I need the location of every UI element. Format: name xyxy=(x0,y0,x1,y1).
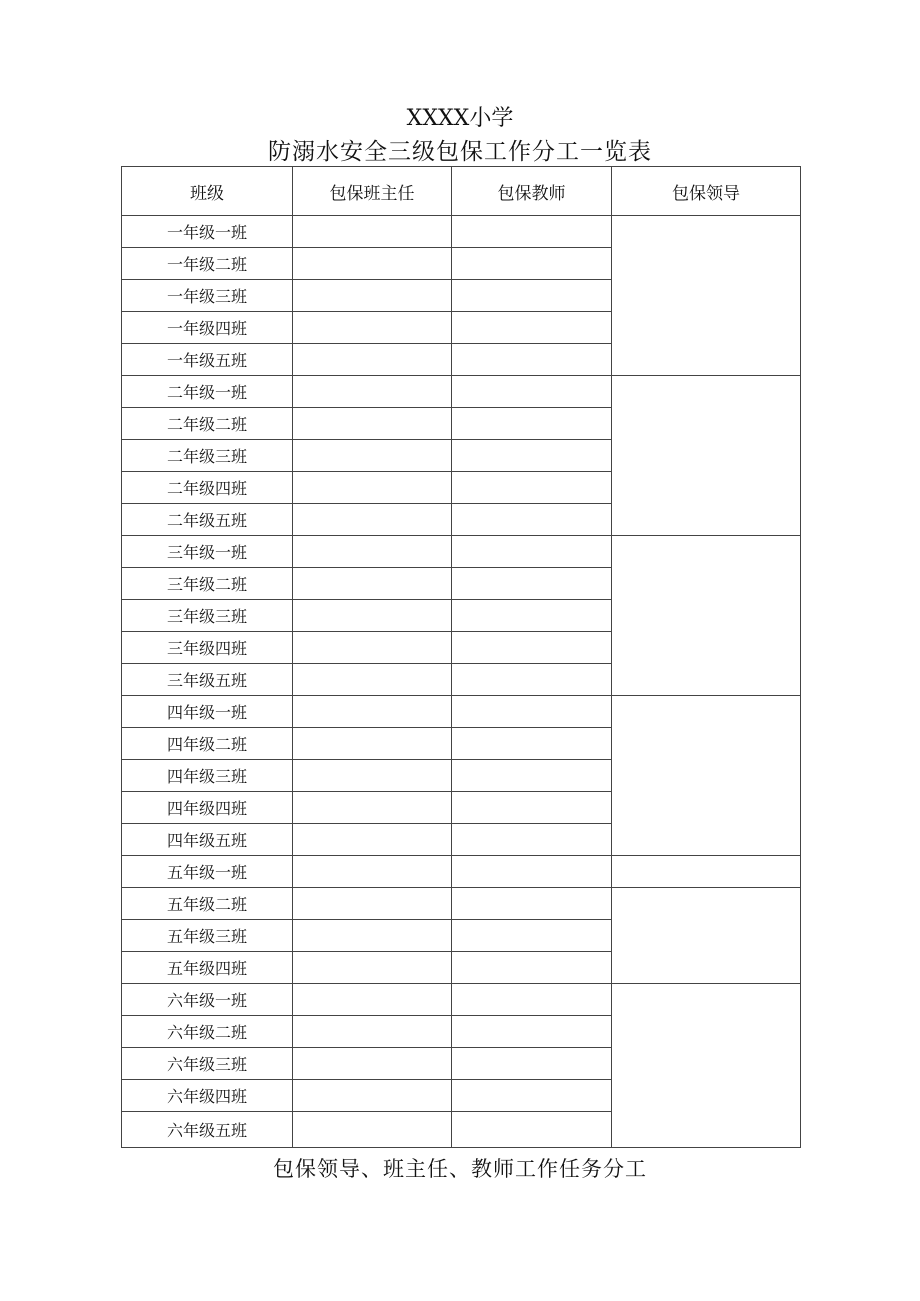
school-name: XXXX小学 xyxy=(406,106,514,131)
head-teacher-cell[interactable] xyxy=(293,824,452,856)
head-teacher-cell[interactable] xyxy=(293,280,452,312)
table-row xyxy=(122,536,801,568)
head-teacher-cell[interactable] xyxy=(293,760,452,792)
head-teacher-cell[interactable] xyxy=(293,984,452,1016)
teacher-cell[interactable] xyxy=(452,312,612,344)
column-header-class: 班级 xyxy=(122,167,293,216)
class-name-cell: 二年级二班 xyxy=(122,408,293,440)
class-name-cell: 一年级四班 xyxy=(122,312,293,344)
table-row xyxy=(122,888,801,920)
head-teacher-cell[interactable] xyxy=(293,696,452,728)
class-name-cell: 五年级四班 xyxy=(122,952,293,984)
class-name-cell: 六年级一班 xyxy=(122,984,293,1016)
head-teacher-cell[interactable] xyxy=(293,1016,452,1048)
teacher-cell[interactable] xyxy=(452,632,612,664)
table-row xyxy=(122,216,801,248)
teacher-cell[interactable] xyxy=(452,376,612,408)
head-teacher-cell[interactable] xyxy=(293,1112,452,1148)
head-teacher-cell[interactable] xyxy=(293,248,452,280)
table-body xyxy=(122,216,801,1148)
head-teacher-cell[interactable] xyxy=(293,440,452,472)
head-teacher-cell[interactable] xyxy=(293,536,452,568)
class-name-cell: 一年级二班 xyxy=(122,248,293,280)
head-teacher-cell[interactable] xyxy=(293,600,452,632)
head-teacher-cell[interactable] xyxy=(293,952,452,984)
table-row xyxy=(122,696,801,728)
class-name-cell: 四年级四班 xyxy=(122,792,293,824)
class-name-cell: 二年级四班 xyxy=(122,472,293,504)
teacher-cell[interactable] xyxy=(452,952,612,984)
table-row xyxy=(122,984,801,1016)
class-name-cell: 四年级二班 xyxy=(122,728,293,760)
teacher-cell[interactable] xyxy=(452,824,612,856)
class-name-cell: 五年级三班 xyxy=(122,920,293,952)
teacher-cell[interactable] xyxy=(452,440,612,472)
leader-cell[interactable] xyxy=(612,888,801,984)
leader-cell[interactable] xyxy=(612,856,801,888)
class-name-cell: 四年级一班 xyxy=(122,696,293,728)
table-row xyxy=(122,376,801,408)
teacher-cell[interactable] xyxy=(452,1112,612,1148)
class-name-cell: 二年级五班 xyxy=(122,504,293,536)
head-teacher-cell[interactable] xyxy=(293,504,452,536)
teacher-cell[interactable] xyxy=(452,1016,612,1048)
class-name-cell: 六年级三班 xyxy=(122,1048,293,1080)
document-title: 防溺水安全三级包保工作分工一览表 xyxy=(268,139,652,165)
column-header-leader: 包保领导 xyxy=(612,167,801,216)
head-teacher-cell[interactable] xyxy=(293,472,452,504)
class-name-cell: 六年级二班 xyxy=(122,1016,293,1048)
class-name-cell: 六年级四班 xyxy=(122,1080,293,1112)
head-teacher-cell[interactable] xyxy=(293,568,452,600)
leader-cell[interactable] xyxy=(612,376,801,536)
class-name-cell: 四年级三班 xyxy=(122,760,293,792)
class-name-cell: 四年级五班 xyxy=(122,824,293,856)
teacher-cell[interactable] xyxy=(452,216,612,248)
class-name-cell: 一年级一班 xyxy=(122,216,293,248)
section-heading: 包保领导、班主任、教师工作任务分工 xyxy=(273,1157,647,1181)
teacher-cell[interactable] xyxy=(452,600,612,632)
class-name-cell: 三年级二班 xyxy=(122,568,293,600)
teacher-cell[interactable] xyxy=(452,248,612,280)
teacher-cell[interactable] xyxy=(452,472,612,504)
class-name-cell: 一年级三班 xyxy=(122,280,293,312)
head-teacher-cell[interactable] xyxy=(293,344,452,376)
teacher-cell[interactable] xyxy=(452,696,612,728)
class-name-cell: 二年级三班 xyxy=(122,440,293,472)
table-header-row xyxy=(122,167,801,216)
head-teacher-cell[interactable] xyxy=(293,1048,452,1080)
teacher-cell[interactable] xyxy=(452,792,612,824)
leader-cell[interactable] xyxy=(612,216,801,376)
table-row xyxy=(122,856,801,888)
teacher-cell[interactable] xyxy=(452,536,612,568)
class-name-cell: 三年级一班 xyxy=(122,536,293,568)
head-teacher-cell[interactable] xyxy=(293,888,452,920)
head-teacher-cell[interactable] xyxy=(293,1080,452,1112)
teacher-cell[interactable] xyxy=(452,760,612,792)
class-name-cell: 一年级五班 xyxy=(122,344,293,376)
teacher-cell[interactable] xyxy=(452,504,612,536)
teacher-cell[interactable] xyxy=(452,984,612,1016)
class-name-cell: 五年级一班 xyxy=(122,856,293,888)
teacher-cell[interactable] xyxy=(452,888,612,920)
teacher-cell[interactable] xyxy=(452,344,612,376)
teacher-cell[interactable] xyxy=(452,1048,612,1080)
head-teacher-cell[interactable] xyxy=(293,792,452,824)
head-teacher-cell[interactable] xyxy=(293,408,452,440)
column-header-head-teacher: 包保班主任 xyxy=(293,167,452,216)
assignment-table xyxy=(121,166,801,1148)
head-teacher-cell[interactable] xyxy=(293,664,452,696)
teacher-cell[interactable] xyxy=(452,664,612,696)
class-name-cell: 二年级一班 xyxy=(122,376,293,408)
class-name-cell: 五年级二班 xyxy=(122,888,293,920)
teacher-cell[interactable] xyxy=(452,1080,612,1112)
class-name-cell: 三年级四班 xyxy=(122,632,293,664)
class-name-cell: 三年级三班 xyxy=(122,600,293,632)
head-teacher-cell[interactable] xyxy=(293,920,452,952)
class-name-cell: 三年级五班 xyxy=(122,664,293,696)
leader-cell[interactable] xyxy=(612,696,801,856)
teacher-cell[interactable] xyxy=(452,280,612,312)
teacher-cell[interactable] xyxy=(452,856,612,888)
head-teacher-cell[interactable] xyxy=(293,312,452,344)
leader-cell[interactable] xyxy=(612,536,801,696)
teacher-cell[interactable] xyxy=(452,920,612,952)
head-teacher-cell[interactable] xyxy=(293,856,452,888)
head-teacher-cell[interactable] xyxy=(293,632,452,664)
teacher-cell[interactable] xyxy=(452,408,612,440)
teacher-cell[interactable] xyxy=(452,568,612,600)
leader-cell[interactable] xyxy=(612,984,801,1148)
teacher-cell[interactable] xyxy=(452,728,612,760)
head-teacher-cell[interactable] xyxy=(293,376,452,408)
head-teacher-cell[interactable] xyxy=(293,216,452,248)
head-teacher-cell[interactable] xyxy=(293,728,452,760)
class-name-cell: 六年级五班 xyxy=(122,1112,293,1148)
column-header-teacher: 包保教师 xyxy=(452,167,612,216)
